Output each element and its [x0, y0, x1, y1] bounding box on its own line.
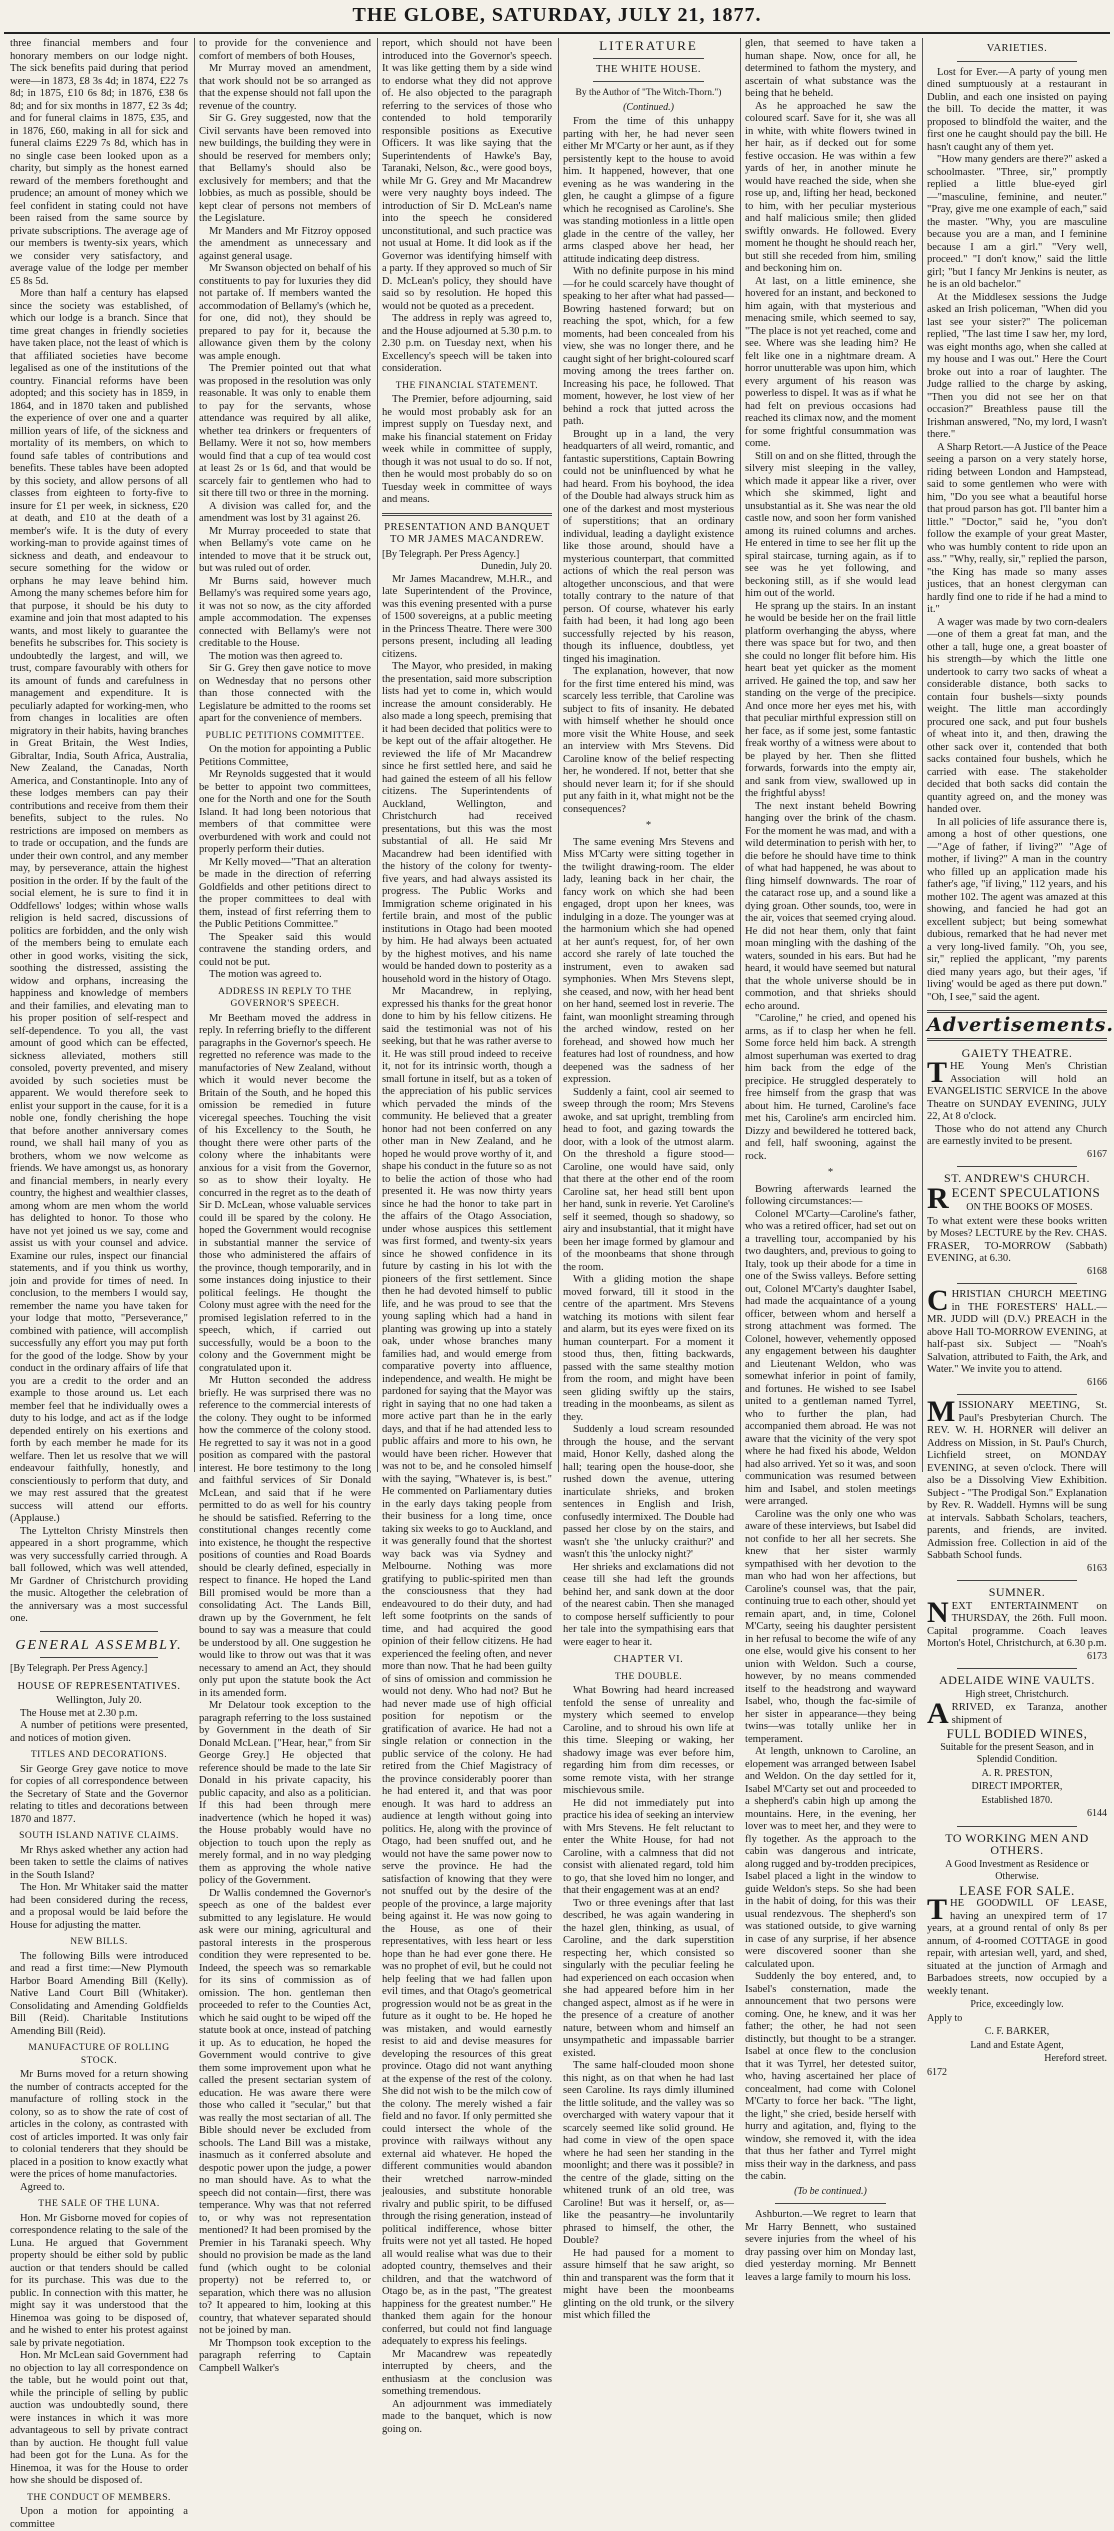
ad-number: 6144: [1087, 1808, 1107, 1819]
divider: [775, 2203, 886, 2204]
article-paragraph: Brought up in a land, the very headquarters of all weird, romantic, and fantastic superstitions, Captain Bowring could not be uninfluenced by what he had heard. From his boyhood, the idea of the Double had always struck him as one of the darkest and most mysterious of superstitions; that an ordinary individual, leading a daylight existence like those around, should have a mysterious counterpart, that committed actions of which the real person was altogether unconscious, and that were totally contrary to the nature of that person. Of course, whatever his early faith had been, it had long ago been successfully rejected by his reason, though its influence, doubtless, yet tinged his imagination.: [563, 428, 734, 665]
subheading: PUBLIC PETITIONS COMMITTEE.: [205, 730, 365, 741]
ad-number: 6173: [1087, 1650, 1107, 1662]
section-heading: VARIETIES.: [986, 43, 1048, 54]
article-paragraph: A number of petitions were presented, and notices of motion given.: [10, 1720, 188, 1744]
article-paragraph: Mr Hutton seconded the address briefly. He was surprised there was no reference to the commercial interests of the colony. They ought to be informed how the commerce of the colony stood. He regretted to say it was not in a good position as compared with the pastoral interest. He bore testimony to the long and faithful services of Sir Donald McLean, and said that if he were permitted to do as well for his country he should be satisfied. Referring to the constitutional changes recently come into existence, he thought the respective positions of counties and Road Boards should be clearly defined, especially in respect to finance. He hoped the Land Bill promised would be more than a consolidating Act. The Lands Bill, drawn up by the Government, he felt bound to say was a measure that could be understood by all. One suggestion he would like to throw out was that it was necessary to amend an Act, they should only put upon the statute book the Act in its amended form.: [199, 1375, 371, 1699]
variety-item: A Sharp Retort.—A Justice of the Peace seeing a parson on a very stately horse, riding between London and Hampstead, said to some gentlemen who were with him, "Do you see what a beautiful horse that proud parson has got. I'll banter him a little." "Doctor," said he, "you don't follow the example of your great Master, who was humbly content to ride upon an ass." "Why, really, sir," replied the parson, "the King has made so many asses justices, that an honest clergyman can hardly find one to ride if he had a mind to it.": [927, 441, 1107, 615]
article-paragraph: The explanation, however, that now for the first time entered his mind, was scarcely less terrible, that Caroline was subject to fits of insanity. He debated with himself whether he should once more visit the White House, and seek an interview with Mrs Stevens. Did Caroline know of the belief respecting her, he wondered. If not, better that she should never learn it; for if she should put any faith in it, what might not be the consequences?: [563, 666, 734, 815]
article-paragraph: He sprang up the stairs. In an instant he would be beside her on the frail little platform overhanging the abyss, where there was space but for two, and then she could no longer flit before him. His heart beat yet quicker as the moment arrived. He gained the top, and saw her standing on the verge of the precipice. And once more her eyes met his, with that peculiar mirthful expression still on her face, as if some jest, some fantastic freak worthy of a witness were about to be played by her. Then she flitted forwards, forwards into the empty air, and sank from view, swallowed up in the frightful abyss!: [745, 600, 916, 799]
article-paragraph: At last, on a little eminence, she hovered for an instant, and beckoned to him again, with that mysterious and menacing smile, which seemed to say, "The place is not yet reached, come and see. Where was she leading him? He felt like one in a nightmare dream. A horror unutterable was upon him, which every argument of his reason was powerless to dispel. It was as if what he had felt on previous occasions had reached its climax now, and the moment for some frightful consummation was come.: [745, 275, 916, 449]
article-paragraph: Mr Beetham moved the address in reply. In referring briefly to the different paragraphs in the Governor's speech. He regretted no reference was made to the manufactories of New Zealand, without which it would never become the Britain of the South, and he hoped this omission be remedied in future viceregal speeches. Touching the visit of his Excellency to the South, he thought there were other parts of the colony where the inhabitants were anxious for a visit from the Governor, so as to show their loyalty. He concurred in the regret as to the death of Sir D. McLean, whose valuable services could ill be spared by the colony. He hoped the Government would recognise in substantial manner the service of those who administered the affairs of the province, though temporarily, and in some instances doing injustice to their political feelings. He thought the Colony must agree with the need for the promised legislation referred to in the speech, which, if carried out successfully, would be a boon to the colony and the Government might be congratulated upon it.: [199, 1012, 371, 1374]
variety-item: In all policies of life assurance there is, among a host of other questions, one—"Age of father, if living?" "Age of mother, if living?" A man in the country who filled up an application made his father's age, "if living," 112 years, and his mother 102. The agent was amazed at this showing, and fancied he had got an excellent subject; but being somewhat dubious, remarked that he had never met a very long-lived family. "Oh, you see, sir," replied the applicant, "my parents died many years ago, but their ages, 'if living' would be aged as there put down." "Oh, I see," said the agent.: [927, 816, 1107, 1003]
article-paragraph: With no definite purpose in his mind—for he could scarcely have thought of speaking to her after what had passed—Bowring hastened forward; but on reaching the spot, which, for a few moments, had been concealed from his view, she was no longer there, and he caught sight of her bright-coloured scarf moving among the trees farther on. Increasing his pace, he followed. That moment, however, he lost view of her behind a rock that jutted across the path.: [563, 266, 734, 427]
divider: [40, 1657, 158, 1658]
article-paragraph: Dr Wallis condemned the Governor's speech as one of the baldest ever submitted to any legislature. He would ask were our mining, agricultural and pastoral interests in the prosperous condition they were represented to be. Indeed, the speech was so remarkable for its sins of commission as of omission. The hon. gentleman then proceeded to refer to the Counties Act, which he said ought to be wiped off the statute book at once, instead of patching it up. As to education, he hoped the Government would contrive to give them some improvement upon what he called the present sectarian system of education. He was aware there were those who called it "secular," but that was really the most sectarian of all. The Bible should never be excluded from schools. The Land Bill was a mistake, inasmuch as it conferred absolute and despotic power upon the judge, a power no man should have. As to what the speech did not contain—first, there was temperance. Why was that not referred to, or why was not representation mentioned? It had been promised by the Premier in his Taranaki speech. Why should no provision be made as the land fund (which ought to be colonial property) not be referred to, or separation, which there was no allusion to? It appeared to him, looking at this country, that whatever separated should not be joined by man.: [199, 1887, 371, 2336]
ad-number: 6167: [1087, 1148, 1107, 1160]
ad-heading: GAIETY THEATRE.: [961, 1045, 1073, 1060]
article-paragraph: As he approached he saw the coloured scarf. Save for it, she was all in white, with white flowers twined in her hair, as if decked out for some festive occasion. He was within a few yards of her, in another minute he would have reached the side, when she rose up, and, lifting her head, beckoned to him, with her peculiar mysterious and half malicious smile; then glided swiftly onwards. He followed. Every moment he thought he should reach her, but still she receded from him, smiling and beckoning him on.: [745, 100, 916, 274]
ad-number: 6163: [1087, 1562, 1107, 1574]
article-paragraph: The Hon. Mr Whitaker said the matter had been considered during the recess, and a proposal would be laid before the House for adjusting the matter.: [10, 1882, 188, 1931]
column-1: [10, 38, 188, 2530]
article-paragraph: Mr Reynolds suggested that it would be better to appoint two committees, one for the North and one for the South Island. It had long been notorious that members of that committee were overburdened with work and could not properly perform their duties.: [199, 769, 371, 855]
divider: [957, 1283, 1077, 1284]
article-paragraph: Suddenly a loud scream resounded through the house, and the servant maid, Honor Kelly, dashed along the hall; tearing open the house-door, she rushed down the avenue, uttering inarticulate shrieks, and broken sentences in English and Irish, confusedly intermixed. The Double had passed her close by on the stairs, and wasn't she 'the unlucky craithur?' and wasn't this 'the unlocky night?': [563, 1424, 734, 1560]
advertisement: [927, 1586, 1107, 1663]
column-separator: [377, 38, 378, 1472]
byline: [By Telegraph. Per Press Agency.]: [10, 1663, 148, 1674]
dateline: Dunedin, July 20.: [480, 561, 552, 572]
article-paragraph: Suddenly the boy entered, and, to Isabel's consternation, made the announcement that two persons were coming. One, he knew, and it was her father; the other, he had not seen distinctly, but thought to be a stranger. Isabel at once flew to the conclusion that it was Tyrrel, her detested suitor, who, having ascertained her place of concealment, had come with Colonel M'Carty to force her back. "The light, the light," she cried, beside herself with hurry and agitation, and, flying to the window, she removed it, with the idea that thus her father and Tyrrel might miss their way in the darkness, and pass the cabin.: [745, 1971, 916, 2182]
subheading: ADDRESS IN REPLY TO THE GOVERNOR'S SPEECH.: [218, 986, 352, 1009]
ad-name: C. F. BARKER,: [984, 2026, 1050, 2037]
ad-number: 6168: [1087, 1265, 1107, 1277]
masthead-rule: [4, 32, 1110, 34]
ad-title: DIRECT IMPORTER,: [971, 1781, 1063, 1792]
article-paragraph: Mr Delatour took exception to the paragraph referring to the loss sustained by Government in the death of Sir Donald McLean. ["Hear, hear," from Sir George Grey.] He objected that reference should be made to the late Sir Donald in his private capacity, his public capacity, and also as a politician. If this had been through mere inadvertence (which he hoped it was) the House probably would have no objection to touch upon the reply as merely formal, and in no way pledging them as approving the whole native policy of the Government.: [199, 1700, 371, 1886]
ad-role: Land and Estate Agent,: [970, 2039, 1064, 2051]
column-5: [745, 38, 916, 2283]
ad-body: RRIVED, ex Taranza, another shipment of: [951, 1702, 1107, 1726]
article-paragraph: The next instant beheld Bowring hanging over the brink of the chasm. For the moment he was mad, and with a wild determination to perish with her, to die before he should have time to think of what had happened, he was about to fling himself downwards. The roar of the cataract rose up, and a sound like a dying groan. Other sounds, too, were in the air, voices that seemed crying aloud. He did not hear them, only that faint moan mingling with the dashing of the waters, sounded in his ears. But had he heard, it would have seemed but natural that the whole universe should be in commotion, and that shrieks should echo around.: [745, 800, 916, 1012]
article-paragraph: Her shrieks and exclamations did not cease till she had left the grounds behind her, and sank down at the door of the nearest cabin. Then she managed to compose herself sufficiently to pour her tale into the sympathising ears that were eager to hear it.: [563, 1561, 734, 1648]
advertisement: [927, 1395, 1107, 1575]
advertisement: [927, 1047, 1107, 1162]
subheading: NEW BILLS.: [70, 1937, 128, 1947]
divider: [927, 1010, 1107, 1013]
article-paragraph: The Mayor, who presided, in making the presentation, said more subscription lists had yet to come in, which would increase the amount considerably. He also made a long speech, premising that it had been decided that politics were to be kept out of the affair altogether. He reviewed the life of Mr Macandrew since he first settled here, and said he had gained the esteem of all his fellow citizens. The Superintendents of Auckland, Wellington, and Christchurch had received presentations, but this was the most substantial of all. He said Mr Macandrew had been identified with the history of the colony for twenty-five years, and had always assisted its progress. The Public Works and Immigration scheme originated in his fertile brain, and most of the public institutions in Otago had been mooted by him. He had always been actuated by the highest motives, and his name would be handed down to posterity as a household word in the history of Otago.: [382, 661, 552, 985]
ad-heading: ADELAIDE WINE VAULTS.: [939, 1673, 1095, 1687]
advertisement: [927, 1172, 1107, 1278]
to-be-continued: (To be continued.): [794, 2185, 867, 2197]
advertisements-heading: Advertisements.: [927, 1014, 1114, 1036]
column-separator: [922, 38, 923, 1472]
ad-name: A. R. PRESTON,: [981, 1767, 1053, 1779]
divider: [957, 1826, 1077, 1827]
column-separator: [558, 38, 559, 1472]
article-paragraph: At length, unknown to Caroline, an elopement was arranged between Isabel and Weldon. On the day settled for it, Isabel M'Carty set out and proceeded to a shepherd's cabin high up among the mountains. Here, in the evening, her lover was to meet her, and they were to fly together. As the approach to the cabin was dangerous and intricate, along rugged and by-trodden precipices, Isabel placed a light in the window to guide Weldon's steps. So she had been in the habit of doing, for this was their usual rendezvous. The shepherd's son was stationed outside, to give warning in case of any surprise, if her absence were discovered sooner than she calculated upon.: [745, 1746, 916, 1970]
ad-body: ISSIONARY MEETING, St. Paul's Presbyterian Church. The REV. W. H. HORNER will deliver an Address on Mission, in St. Paul's Church, Lichfield street, on MONDAY EVENING, at seven o'clock. There will also be a Dissolving View Exhibition. Subject - "The Prodigal Son." Explanation by Rev. R. Waddell. Hymns will be sung at intervals. Sabbath Scholars, teachers, parents, and friends, are invited. Admission free. Collection in aid of the Sabbath School funds.: [927, 1400, 1107, 1561]
article-paragraph: Sir George Grey gave notice to move for copies of all correspondence between the Secretary of State and the Governor relating to titles and decorations between 1870 and 1877.: [10, 1763, 188, 1825]
subheading: THE FINANCIAL STATEMENT.: [395, 380, 539, 391]
ad-highlight: LEASE FOR SALE.: [959, 1882, 1075, 1898]
drop-cap: M: [927, 1395, 956, 1428]
article-paragraph: More than half a century has elapsed since the society was established, of which our lodge is a branch. Since that time great changes in friendly societies have taken place, not the least of which is that affiliated societies have become legalised as one of the institutions of the country. Financial reforms have been adopted; and this society has in 1859, in 1864, and in 1870 taken and published the experience of over one and a quarter million years of life, of the sickness and mortality of its members, on which to found safe tables of contributions and benefits. These tables have been adopted by this society, and allow persons of all classes from eighteen to forty-five to insure for £1 per week, in sickness, £20 at death, and £10 at the death of a member's wife. It is the duty of every working-man to provide against times of sickness and death, and endeavour to secure something for the widow or orphans he may leave behind him. Among the many schemes before him for that purpose, it should be his duty to examine and join that most adapted to his wants, and most likely to guarantee the benefits he subscribes for. This society is undoubtedly the largest, and will, we trust, compare favourably with others for its amount of funds and carefulness in management and expenditure. It is peculiarly adapted for working-men, who from changes in localities are often migratory in their habits, having branches in Great Britain, the West Indies, Gibraltar, India, South Africa, Australia, New Zealand, the Canadas, North America, and Constantinople. Into any of these lodges members can pay their contributions and receive from them their benefits, subject to the rules. No restrictions are imposed on members as to trade or occupation, and the funds are under their own control, and any member may, by perseverance, attain the highest position in the order. If by the fault of the social element, he is sure to find it in Oddfellows' lodges; within whose walls religion is held sacred, discussions of politics are forbidden, and the only wish of the members being to emulate each other in good works, visiting the sick, soothing the distressed, assisting the widow and orphans, increasing the happiness and knowledge of members and their families, and elevating man to his proper position of self-respect and self-dependence. To you all, the vast amount of good which can be effected, sickness alleviated, mothers still consoled, poverty prevented, and misery avoided by such societies must be apparent. We would therefore seek to enlist your support in the cause, for it is a noble one, fondly cherishing the hope that before another anniversary comes round, we shall hail many of you as brothers, whom we now welcome as friends. We have amongst us, as honorary and financial members, in nearly every country, the highest and wealthier classes, among whom are men whom the world has delighted to honor. To those who have not yet joined us we say, come and assist us with your counsel and advice. Examine our rules, inspect our financial statements, and if you think us worthy, join and provide for times of need. In conclusion, to the members I would say, remember the name you have taken for your lodge that motto, "Perseverance," combined with patience, will accomplish successfully any effort you may put forth for the good of the lodge. Show by your conduct in the ordinary affairs of life that you are a credit to the order and an example to those around us. Let each member feel that he individually owes a duty to his lodge, and act as if the lodge depended entirely on his exertions and forth by each member he made for its welfare. Then let us resolve that we will endeavour faithfully, honestly, and conscientiously to perform that duty, and we may rest assured that the greatest success will attend our efforts. (Applause.): [10, 288, 188, 1524]
article-paragraph: The Premier pointed out that what was proposed in the resolution was only reasonable. It was only to enable them to pay for the servants, whose attendance was required by all alike, whether tea drinkers or frequenters of Bellamy. Were it not so, how members would find that a cup of tea would cost at least 2s or 1s 6d, and that would be scarcely fair to gentlemen who had to sit there till two or three in the morning.: [199, 363, 371, 499]
ad-body: Suitable for the present Season, and in Splendid Condition.: [940, 1741, 1094, 1765]
ad-body: HRISTIAN CHURCH MEETING in THE FORESTERS' HALL.—MR. JUDD will (D.V.) PREACH in the above Hall TO-MORROW EVENING, at half-past six. Subject — "Noah's Salvation, attributed to Faith, the Ark, and Water." We invite you to attend.: [927, 1289, 1107, 1375]
article-paragraph: three financial members and four honorary members on our lodge night. The sick benefits paid during that period were—in 1873, £8 3s 4d; in 1874, £22 7s 8d; in 1875, £10 6s 8d; in 1876, £38 6s 8d; and for six months in 1877, £2 3s 4d; and for funeral claims in 1875, £35, and in 1876, £60, making in all for sick and funeral claims £229 7s 8d, which has in no single case been looked upon as a charity, but simply as the honest earned reward of the members forethought and prudence; an amount of money which we feel confident in stating could not have been raised from the same source by private subscriptions. The average age of our members is twenty-six years, which we consider very satisfactory, and average value of the lodge per member £5 8s 5d.: [10, 38, 188, 287]
ad-number: 6166: [1087, 1376, 1107, 1388]
ad-subtitle: High street, Christchurch.: [965, 1688, 1069, 1700]
article-paragraph: Mr Burns moved for a return showing the number of contracts accepted for the manufacture of rolling stock in the colony, so as to show the rate of cost of articles in the colony, as contrasted with cost of articles imported. It was only fair to colonial tenderers that they should be placed in a position to know exactly what were the prices of home manufactories.: [10, 2069, 188, 2180]
article-paragraph: Hon. Mr McLean said Government had no objection to lay all correspondence on the table, but he would point out that, while the principle of selling by public auction was undoubtedly sound, there were instances in which it was more advantageous to sell by private contract than by auction. He thought full value had been got for the Luna. As for the Hinemoa, it was for the House to order how she should be disposed of.: [10, 2350, 188, 2486]
article-paragraph: Suddenly a faint, cool air seemed to sweep through the room; Mrs Stevens awoke, and sat upright, trembling from head to foot, and gazing towards the door, with a look of the utmost alarm. On the threshold a figure stood—Caroline, one would have said, only that there at the other end of the room Caroline sat, her head still bent upon her hand, sunk in reverie. Yet Caroline's self it seemed, though so shadowy, so airy and insubstantial, that it might have been her image formed by glamour and of the moonbeams that shone through the room.: [563, 1086, 734, 1273]
variety-item: "How many genders are there?" asked a schoolmaster. "Three, sir," promptly replied a little blue-eyed girl—"masculine, feminine, and neuter." "Pray, give me one example of each," said the master. "Why, you are masculine because you are a man, and I feminine because I am a girl." "Very well, proceed." "I don't know," said the little girl; "but I fancy Mr Jenkins is neuter, as he is an old bachelor.": [927, 154, 1107, 290]
ad-body: HE Young Men's Christian Association will hold an EVANGELISTIC SERVICE In the above Theatre on SUNDAY EVENING, JULY 22, At 8 o'clock.: [927, 1061, 1107, 1122]
article-paragraph: Caroline was the only one who was aware of these interviews, but Isabel did not confide to her all her secrets. She knew that her sister warmly sympathised with her devotion to the man who had won her affections, but Caroline's counsel was, that the pair, continuing true to each other, should yet remain apart, and, in time, Colonel M'Carty, seeing his daughter persistent in her refusal to become the wife of any one else, would give his consent to her union with Weldon. Such a course, however, by no means commended itself to the headstrong and wayward Isabel, who, though the fac-simile of her sister in appearance—they being twins—was totally unlike her in temperament.: [745, 1508, 916, 1745]
article-paragraph: The House met at 2.30 p.m.: [20, 1707, 138, 1719]
ad-note: Those who do not attend any Church are earnestly invited to be present.: [927, 1123, 1107, 1147]
section-heading: GENERAL ASSEMBLY.: [15, 1637, 183, 1653]
column-3: [382, 38, 553, 2435]
article-paragraph: With a gliding motion the shape moved forward, till it stood in the centre of the apartment. Mrs Stevens watching its motions with silent fear and alarm, but its eyes were fixed on its human counterpart. For a moment it stood thus, then, fitting backwards, passed with the same stealthy motion from the room, and might have been seen gliding swiftly up the stairs, treading in the moonbeams, as silent as they.: [563, 1274, 734, 1423]
article-paragraph: Mr Rhys asked whether any action had been taken to settle the claims of natives in the South Island?: [10, 1844, 188, 1881]
variety-item: A wager was made by two corn-dealers—one of them a great fat man, and the other a tall, huge one, a great boaster of his strength—by which the little one undertook to carry two sacks of wheat a considerable distance, both sacks to contain four bushels—sixty pounds weight. The little man accordingly procured one sack, and put four bushels of wheat into it, and then, drawing the other sack over it, contended that both sacks contained four bushels, which he carried with ease. The stakeholder decided that both sacks did contain the quantity agreed on, and the money was handed over.: [927, 616, 1107, 815]
ad-apply: Apply to: [927, 2012, 963, 2024]
ad-established: Established 1870.: [981, 1794, 1053, 1806]
divider: [927, 1038, 1107, 1041]
article-paragraph: Mr Murray proceeded to state that when Bellamy's vote came on he intended to move that it be struck out, but was ruled out of order.: [199, 525, 371, 574]
ad-body: To what extent were these books written by Moses? LECTURE by the Rev. CHAS. FRASER, TO-MORROW (Sabbath) EVENING, at 6.30.: [927, 1215, 1107, 1264]
ad-subtitle: ON THE BOOKS OF MOSES.: [966, 1202, 1093, 1213]
article-paragraph: The Lyttelton Christy Minstrels then appeared in a short programme, which was very successfully carried through. A ball followed, which was well attended, Mr Gardner of Christchurch providing the music. Altogether the celebration of the anniversary was a most successful one.: [10, 1525, 188, 1624]
article-paragraph: An adjournment was immediately made to the banquet, which is now going on.: [382, 2398, 552, 2435]
subheading: SOUTH ISLAND NATIVE CLAIMS.: [19, 1831, 179, 1841]
article-paragraph: Mr Swanson objected on behalf of his constituents to pay for luxuries they did not partake of. If members wanted the accommodation of Bellamy's (which he, for one, did not), they should be prepared to pay for it, because the allowance given them by the colony was ample enough.: [199, 263, 371, 362]
chapter-heading: CHAPTER VI.: [613, 1654, 684, 1665]
byline: By the Author of "The Witch-Thorn."): [575, 88, 722, 98]
section-heading: PRESENTATION AND BANQUET TO MR JAMES MACANDREW.: [384, 521, 550, 545]
article-paragraph: Two or three evenings after that last described, he was again wandering in the hazel glen, thinking, as usual, of Caroline, and the dark superstition respecting her, which consisted so singularly with the peculiar feeling he had experienced on each occasion when she had appeared before him in her changed aspect, almost as if he were in the presence of a creature of another nature, between whom and himself an unsympathetic and impassable barrier existed.: [563, 1897, 734, 2059]
ad-heading: ST. ANDREW'S CHURCH.: [944, 1171, 1090, 1185]
article-paragraph: "Caroline," he cried, and opened his arms, as if to clasp her when he fell. Some force held him back. A strength almost superhuman was exerted to drag him back from the edge of the precipice. He struggled desperately to free himself from the grasp that was about him. He turned, Caroline's face met his, Caroline's arm encircled him. Dizzy and bewildered he tottered back, and fell, half swooning, against the rock.: [745, 1013, 916, 1162]
article-paragraph: Mr Murray moved an amendment, that work should not be so arranged as that the expense should not fall upon the revenue of the country.: [199, 63, 371, 112]
divider: [957, 1668, 1077, 1669]
story-title: THE WHITE HOUSE.: [596, 63, 701, 75]
article-paragraph: Mr Thompson took exception to the paragraph referring to Captain Campbell Walker's: [199, 2337, 371, 2374]
drop-cap: T: [927, 1893, 948, 1926]
article-paragraph: Mr Macandrew, in replying, expressed his thanks for the great honor done to him by his fellow citizens. He said the testimonial was not of his seeking, but that he was rather averse to it. He was still proud indeed to receive it, not for its intrinsic worth, though a small fortune in itself, but as a token of the appreciation of his public services which pervaded the minds of the community. He believed that a greater honor had not been conferred on any other man in New Zealand, and he hoped he would prove worthy of it, and shape his conduct in the future so as not to belie the action of those who had presented it. He was now thirty years since he had the honor to take part in the affairs of the Otago Association, under whose auspices this settlement was first formed, and twenty-six years since he showed confidence in its future by casting in his lot with the pioneers of the first settlement. Since then he had devoted himself to public life, and he was proud to see that the young sapling which had a hand in planting was growing up into a stately oak, under whose branches many families had, and would emerge from comparative poverty into affluence, independence, and wealth. He might be pardoned for saying that the Mayor was right in saying that no one had taken a more active part than he in the early days, and that if he had attended less to public affairs and more to his own, he would have been richer. However that was not to be, and he consoled himself with the saying, "Whatever is, is best." He commented on Parliamentary duties in the early days taking people from their business for a long time, once taking six weeks to go to Auckland, and it was generally found that the shortest way back was via Sydney and Melbourne. Nothing was more gratifying to public-spirited men than the consciousness that they had endeavoured to do their duty, and had left some footprints on the sands of time, and had acquired the good opinion of their fellow citizens. He had experienced the feeling often, and never more than now. That he had been guilty of sins of omission and commission he would not deny. Who had not? But he had never made use of high official position for nepotism or the gratification of avarice. He had not a single relation or connection in the public service of the colony. He had retired from the Chief Magistracy of the province considerably poorer than he had entered it, and that was poor enough. It was hard to address an audience at length without going into politics. He, along with the province of Otago, had been snuffed out, and he would not have the same power now to serve the province. He had the satisfaction of knowing that they were not snuffed out by the desire of the people of the province, a large majority being against it. He was now going to the House, as one of their representatives, with less heart or less hope than he had ever gone there. He was no prophet of evil, but he could not help feeling that we had fallen upon evil times, and that Otago's geometrical progression would not be as great in the future as it ought to be. He hoped he was mistaken, and would earnestly resist to aid and devise measures for developing the resources of this great province. Otago did not want anything at the expense of the rest of the colony. She did not wish to be the milch cow of the colony. The merely wished a fair field and no favor. If only permitted she could intersect the whole of the province with railways without any external aid whatever. He hoped the different communities would abandon their wretched narrow-minded jealousies, and substitute honorable rivalry and public spirit, to be diffused through the rising generation, instead of political indifference, whose bitter fruits were not yet all tasted. He hoped all would realise what was due to their adopted country, themselves and their children, and that the watchword of Otago be, as in the past, "The greatest happiness for the greatest number." He thanked them again for the honour conferred, but could not find language adequately to express his feelings.: [382, 986, 553, 2347]
ad-highlight: FULL BODIED WINES,: [946, 1726, 1088, 1741]
drop-cap: R: [927, 1181, 949, 1215]
divider: [957, 1394, 1077, 1395]
subsection-heading: HOUSE OF REPRESENTATIVES.: [17, 1680, 181, 1692]
article-paragraph: The following Bills were introduced and read a first time:—New Plymouth Harbor Board Amending Bill (Kelly). Native Land Court Bill (Whitaker). Consolidating and Amending Goldfields Bill (Reid). Charitable Institutions Amending Bill (Reid).: [10, 1950, 188, 2037]
drop-cap: T: [927, 1056, 948, 1089]
subheading: THE SALE OF THE LUNA.: [38, 2199, 160, 2209]
article-paragraph: A division was called for, and the amendment was lost by 31 against 26.: [199, 500, 371, 524]
article-paragraph: The motion was agreed to.: [209, 969, 322, 980]
dateline: Wellington, July 20.: [56, 1695, 142, 1706]
divider: [40, 1631, 158, 1632]
chapter-subheading: THE DOUBLE.: [614, 1671, 683, 1682]
article-paragraph: Mr Kelly moved—"That an alteration be made in the direction of referring Goldfields and other petitions direct to the proper committees to deal with them, instead of first referring them to the Public Petitions Committee.": [199, 856, 371, 930]
drop-cap: N: [927, 1595, 949, 1629]
article-paragraph: Still on and on she flitted, through the silvery mist sleeping in the valley, which made it appear like a river, over which she skimmed, light and unsubstantial as it. She was near the old castle now, and soon her form vanished among its ruined columns and arches. He entered in time to see her flit up the spiral staircase, turning again, as if to see was he yet following, and beckoning still, as if she would lead him out of the world.: [745, 450, 916, 599]
advertisement: [927, 1674, 1107, 1821]
ad-heading: SUMNER.: [988, 1585, 1046, 1599]
drop-cap: A: [927, 1697, 949, 1730]
divider: [382, 513, 552, 516]
drop-cap: C: [927, 1284, 949, 1317]
advertisement: [927, 1832, 1107, 2080]
ad-number: 6172: [927, 2066, 947, 2078]
article-paragraph: Agreed to.: [20, 2181, 65, 2193]
article-paragraph: Mr Macandrew was repeatedly interrupted by cheers, and the enthusiasm at the conclusion was something tremendous.: [382, 2348, 552, 2397]
asterisk-divider: *: [645, 820, 652, 831]
divider: [593, 58, 704, 59]
section-heading: LITERATURE: [599, 38, 698, 53]
ad-body: HE GOODWILL OF LEASE, having an unexpired term of 17 years, at a ground rental of only 8s per annum, of 4-roomed COTTAGE in good repair, with artesian well, yard, and shed, situated at the junction of Armagh and Barbadoes streets, now occupied by a weekly tenant.: [927, 1898, 1107, 1997]
news-item: Ashburton.—We regret to learn that Mr Harry Bennett, who sustained severe injuries from the wheel of his dray passing over him on Monday last, died yesterday morning. Mr Bennett leaves a large family to mourn his loss.: [745, 2209, 916, 2283]
article-paragraph: Mr Manders and Mr Fitzroy opposed the amendment as unnecessary and against general usage.: [199, 225, 371, 262]
article-paragraph: The same evening Mrs Stevens and Miss M'Carty were sitting together in the twilight drawing-room. The elder lady, leaning back in her chair, the fancy work on which she had been engaged, dropt upon her knees, was indulging in a doze. The younger was at the harmonium which she had opened at her aunt's request, for, of her own accord she rarely of late touched the instrument, even to awaken sad symphonies. When Mrs Stevens slept, she ceased, and now, with her head bent on her hand, seemed lost in reverie. The faint, wan moonlight streaming through the arched window, rested on her forehead, and showed how much her features had lost of roundness, and how deepened was the sadness of her expression.: [563, 836, 734, 1085]
ad-heading: TO WORKING MEN AND OTHERS.: [945, 1830, 1089, 1857]
article-paragraph: Colonel M'Carty—Caroline's father, who was a retired officer, had set out on a travelling tour, accompanied by his two daughters, and, previous to going to Italy, took up their abode for a time in one of the Swiss valleys. Before setting out, Colonel M'Carty's daughter Isabel, had made the acquaintance of a young officer, between whom and herself a strong attachment was formed. The Colonel, however, vehemently opposed any engagement between his daughter and Lieutenant Weldon, who was somewhat inferior in point of family, and fortunes. He wished to see Isabel united to a gentleman named Tyrrel, who to further the plan, had accompanied them abroad. He was not aware that the vicinity of the very spot where he had fixed his abode, Weldon had also arrived. Yet so it was, and soon communication was resumed between him and Isabel, and stolen meetings were arranged.: [745, 1208, 916, 1507]
article-paragraph: The Premier, before adjourning, said he would most probably ask for an imprest supply on Tuesday next, and make his financial statement on Friday week while in committee of supply, though it was not usual to do so. If not, then he would most probably do so on Tuesday week in committee of ways and means.: [382, 394, 552, 505]
article-paragraph: Mr James Macandrew, M.H.R., and late Superintendent of the Province, was this evening presented with a purse of 1500 sovereigns, at a public meeting in the Princess Theatre. There were 300 persons present, including all leading citizens.: [382, 573, 552, 660]
column-separator: [740, 38, 741, 1472]
byline: [By Telegraph. Per Press Agency.]: [382, 548, 520, 560]
article-paragraph: The motion was then agreed to.: [209, 650, 343, 662]
article-paragraph: From the time of this unhappy parting with her, he had never seen either Mr M'Carty or her aunt, as if they persistently kept to the house to avoid him. It happened, however, that one evening as he was wandering in the glen, he caught a glimpse of a figure which he recognised as Caroline's. She was standing motionless in a little open glade in the centre of the valley, her arms clasped above her head, her attitude indicating deep distress.: [563, 116, 734, 265]
divider: [957, 1166, 1077, 1167]
article-paragraph: Sir G. Grey then gave notice to move on Wednesday that no persons other than those connected with the Legislature be admitted to the rooms set apart for the convenience of members.: [199, 663, 371, 724]
column-4: [563, 38, 734, 2321]
article-paragraph: On the motion for appointing a Public Petitions Committee,: [199, 744, 371, 768]
article-paragraph: What Bowring had heard increased tenfold the sense of unreality and mystery which seemed to envelop Caroline, and to shroud his own life at this time. Sleeping or waking, her shadowy image was ever before him, regarding him from dim recesses, or some remote vista, with her strange mischievous smile.: [563, 1685, 734, 1796]
column-separator: [194, 38, 195, 1472]
article-paragraph: The address in reply was agreed to, and the House adjourned at 5.30 p.m. to 2.30 p.m. on Tuesday next, when his Excellency's speech will be taken into consideration.: [382, 313, 552, 374]
continued-note: (Continued.): [623, 101, 674, 113]
subheading: THE CONDUCT OF MEMBERS.: [27, 2492, 171, 2503]
divider: [957, 1580, 1077, 1581]
subheading: MANUFACTURE OF ROLLING STOCK.: [28, 2043, 170, 2066]
article-paragraph: to provide for the convenience and comfort of members of both Houses,: [199, 38, 371, 62]
article-paragraph: report, which should not have been introduced into the Governor's speech. It was like getting them by a side wind to endorse what they did not approve of. He also objected to the paragraph referring to the services of those who contended to hold temporarily responsible positions as Executive Officers. It was like saying that the Superintendents of Hawke's Bay, Taranaki, Nelson, &c., were good boys, while Mr G. Grey and Mr Macandrew were very naughty boys indeed. The introduction of Sir D. McLean's name into the speech he considered unconstitutional, and such practice was not usual at Home. It did look as if the Governor was identifying himself with a party. If they approved so much of Sir D. McLean's policy, they should have said so by resolution. He hoped this would not be quoted as a precedent.: [382, 38, 552, 312]
subheading: TITLES AND DECORATIONS.: [30, 1750, 168, 1760]
article-paragraph: Hon. Mr Gisborne moved for copies of correspondence relating to the sale of the Luna. He argued that Government property should be either sold by public auction or that tenders should be called for its purchase. This was due to the public. In connection with this matter, he might say it was understood that the Hinemoa was going to be disposed of, and he wished to enter his protest against sale by private negotiation.: [10, 2212, 188, 2349]
masthead: THE GLOBE, SATURDAY, JULY 21, 1877.: [352, 4, 762, 26]
ad-address: Hereford street.: [1044, 2053, 1107, 2064]
column-6: [927, 38, 1114, 2078]
article-paragraph: Upon a motion for appointing a committee: [10, 2506, 188, 2530]
article-paragraph: glen, that seemed to have taken a human shape. Now, once for all, he determined to fathom the mystery, and ascertain of what substance was the being that he beheld.: [745, 38, 916, 99]
variety-item: Lost for Ever.—A party of young men dined sumptuously at a restaurant in Dublin, and each one insisted on paying the bill. To decide the matter, it was proposed to blindfold the waiter, and the first one he caught should pay the bill. He hasn't caught any of them yet.: [927, 66, 1107, 153]
asterisk-divider: *: [827, 1167, 834, 1178]
article-paragraph: Sir G. Grey suggested, now that the Civil servants have been removed into new buildings, the building they were in should be reserved for members only; that Bellamy's should also be exclusively for members; and that the lobbies, as much as possible, should be kept clear of persons not members of the Legislature.: [199, 113, 371, 224]
article-paragraph: The Speaker said this would contravene the standing orders, and could not be put.: [199, 931, 371, 968]
advertisement: [927, 1284, 1107, 1389]
ad-title: ECENT SPECULATIONS: [951, 1184, 1101, 1200]
article-paragraph: Mr Burns said, however much Bellamy's was required some years ago, it was not so now, as the city afforded ample accommodation. The expenses connected with Bellamy's were not creditable to the House.: [199, 575, 371, 649]
column-2: [199, 38, 371, 2374]
article-paragraph: Bowring afterwards learned the following circumstances:—: [745, 1183, 916, 1207]
article-paragraph: He had paused for a moment to assure himself that he saw aright, so thin and transparent was the form that it might have been the moonbeams glinting on the old trunk, or the silvery mist which filled the: [563, 2247, 734, 2321]
article-paragraph: He did not immediately put into practice his idea of seeking an interview with Mrs Stevens. He felt reluctant to enter the White House, for had not Caroline, with a calmness that did not consist with alienated regard, told him to go, that she loved him no longer, and that their engagement was at an end?: [563, 1797, 734, 1896]
divider: [593, 81, 704, 82]
variety-item: At the Middlesex sessions the Judge asked an Irish policeman, "When did you last see your sister?" The policeman replied, "The last time I saw her, my lord, was eight months ago, when she called at my house and I was out." Here the Court broke out into a roar of laughter. The Judge rallied to the charge by asking, "Then you did not see her on that occasion?" Breathless pause till the Irishman answered, "No, my lord, I wasn't there.": [927, 291, 1107, 440]
ad-price: Price, exceedingly low.: [970, 1999, 1064, 2010]
ad-body: EXT ENTERTAINMENT on THURSDAY, the 26th. Full moon. Capital programme. Coach leaves Morton's Hotel, Christchurch, at 6.30 p.m.: [927, 1600, 1107, 1649]
ad-subtitle: A Good Investment as Residence or Otherwise.: [945, 1858, 1089, 1882]
divider: [957, 61, 1077, 62]
article-paragraph: The same half-clouded moon shone this night, as on that when he had last seen Caroline. Its rays dimly illumined the little solitude, and the valley was so overcharged with watery vapour that it scarcely seemed like solid ground. He had come in view of the open space where he had seen her standing in the moonlight; and there was it possible? in the centre of the glade, sitting on the whitened trunk of an old tree, was Caroline! But was it herself, or, as—like the peasantry—he involuntarily phrased to himself, the other, the Double?: [563, 2060, 734, 2246]
